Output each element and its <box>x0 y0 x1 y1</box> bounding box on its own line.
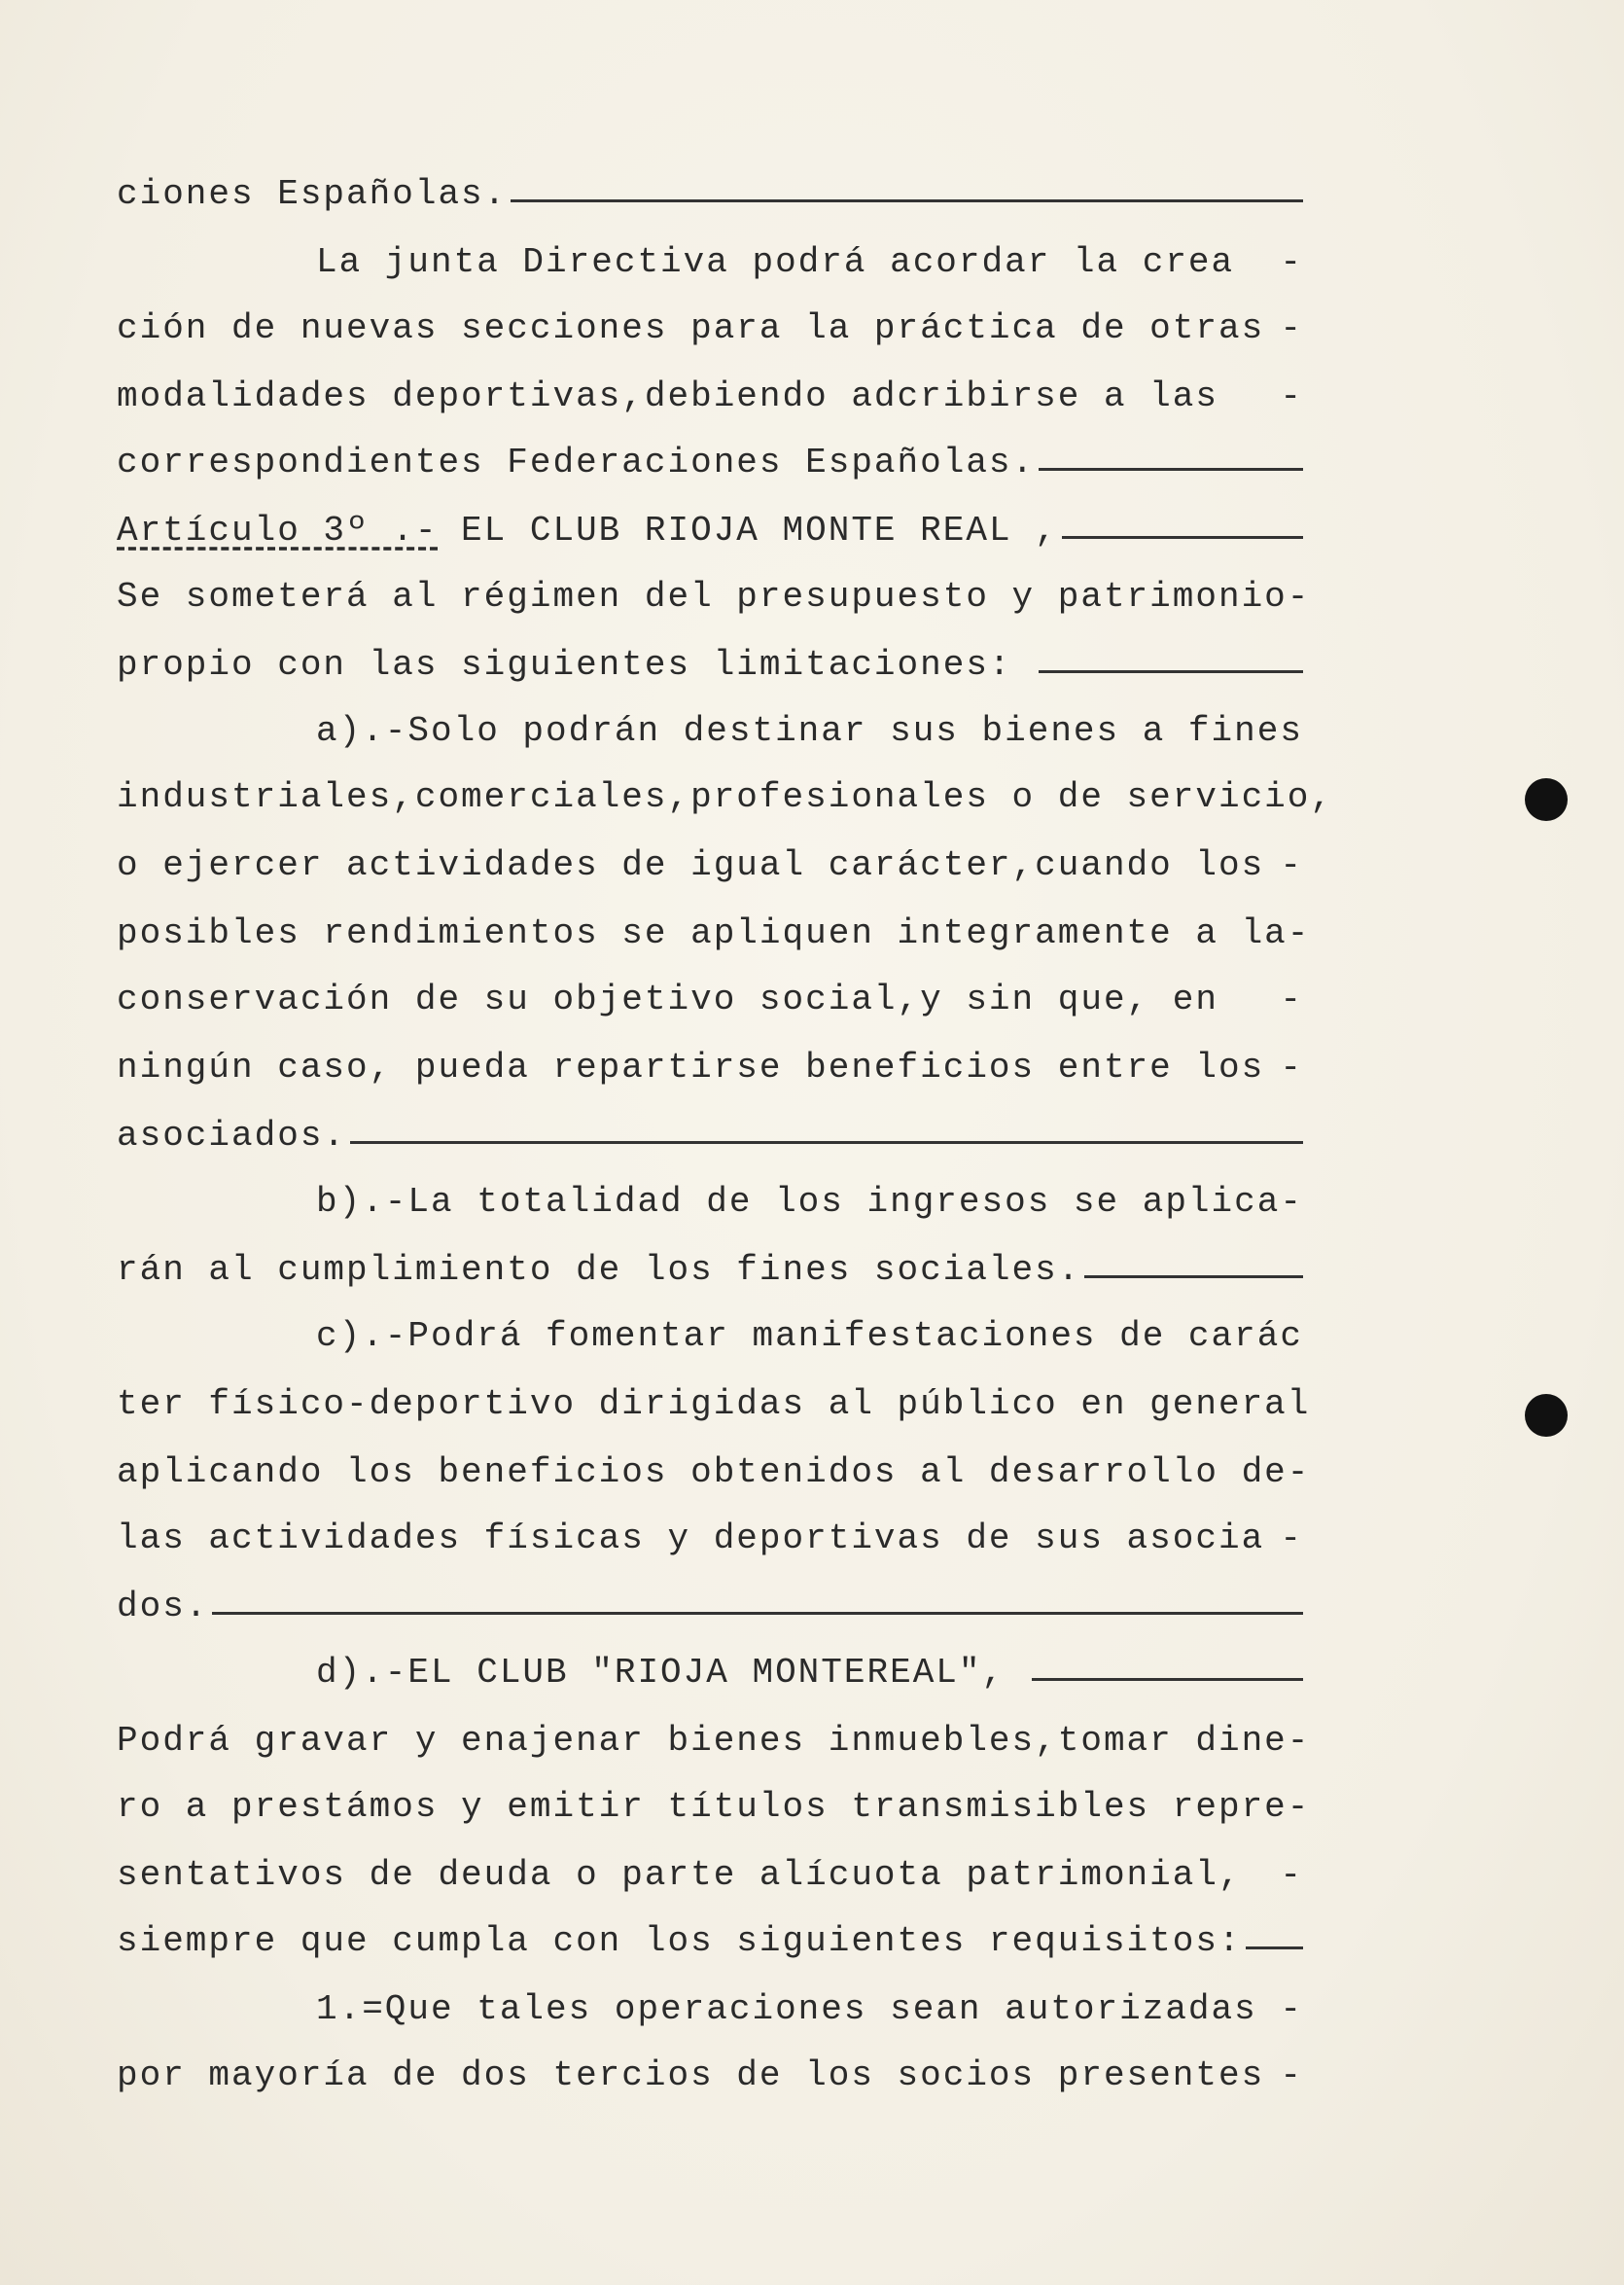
line-text: ro a prestámos y emitir títulos transmisibles repre- <box>117 1787 1311 1827</box>
line-text: propio con las siguientes limitaciones: <box>117 645 1036 685</box>
fill-rule <box>1039 670 1303 673</box>
text-line <box>117 375 1303 418</box>
line-text: La junta Directiva podrá acordar la crea <box>316 242 1235 282</box>
text-line <box>117 1586 1303 1628</box>
text-line <box>316 710 1303 753</box>
fill-rule <box>511 199 1303 202</box>
text-line <box>117 442 1303 484</box>
line-tail-dash: - <box>1280 1989 1303 2029</box>
line-tail-dash: - <box>1280 980 1303 1019</box>
line-text: o ejercer actividades de igual carácter,cuando los <box>117 845 1265 885</box>
line-text: industriales,comerciales,profesionales o de servicio, <box>117 777 1333 817</box>
line-text: modalidades deportivas,debiendo adcribirse a las <box>117 376 1218 416</box>
text-line <box>117 979 1303 1021</box>
line-text: ciones Españolas. <box>117 174 508 214</box>
line-tail-dash: - <box>1280 308 1303 348</box>
text-line <box>117 776 1333 819</box>
line-text: c).-Podrá fomentar manifestaciones de carác <box>316 1316 1303 1356</box>
line-text: rán al cumplimiento de los fines sociales. <box>117 1250 1081 1290</box>
line-text: EL CLUB RIOJA MONTE REAL , <box>438 511 1058 551</box>
line-text: asociados. <box>117 1116 347 1156</box>
line-text: b).-La totalidad de los ingresos se aplica- <box>316 1182 1303 1222</box>
text-line <box>117 1249 1303 1292</box>
text-line <box>316 1988 1303 2031</box>
line-tail-dash: - <box>1280 242 1303 282</box>
line-text: posibles rendimientos se apliquen integramente a la- <box>117 913 1311 953</box>
text-line <box>117 1854 1303 1897</box>
line-text: d).-EL CLUB "RIOJA MONTEREAL", <box>316 1653 1028 1693</box>
line-text: ter físico-deportivo dirigidas al público en general <box>117 1384 1311 1424</box>
text-line <box>117 1451 1311 1494</box>
line-text: las actividades físicas y deportivas de sus asocia <box>117 1518 1265 1558</box>
line-text: 1.=Que tales operaciones sean autorizadas <box>316 1989 1257 2029</box>
fill-rule <box>212 1612 1303 1615</box>
line-text: por mayoría de dos tercios de los socios presentes <box>117 2055 1265 2095</box>
text-line <box>117 576 1311 619</box>
text-line <box>117 510 1303 553</box>
line-text: siempre que cumpla con los siguientes requisitos: <box>117 1921 1242 1961</box>
line-tail-dash: - <box>1280 1048 1303 1088</box>
line-text: ningún caso, pueda repartirse beneficios entre los <box>117 1048 1265 1088</box>
text-line <box>117 2054 1303 2097</box>
text-line <box>117 1517 1303 1560</box>
line-text: correspondientes Federaciones Españolas. <box>117 443 1036 482</box>
line-text: Se someterá al régimen del presupuesto y patrimonio- <box>117 577 1311 617</box>
line-tail-dash: - <box>1280 2055 1303 2095</box>
text-line <box>117 912 1311 955</box>
text-line <box>117 1920 1303 1963</box>
line-text: a).-Solo podrán destinar sus bienes a fines <box>316 711 1303 751</box>
article-heading: Artículo 3º .- <box>117 511 439 551</box>
fill-rule <box>1084 1275 1303 1278</box>
line-tail-dash: - <box>1280 845 1303 885</box>
text-line <box>117 1720 1311 1763</box>
text-line <box>316 1652 1303 1695</box>
fill-rule <box>1039 468 1303 471</box>
line-tail-dash: - <box>1280 1855 1303 1895</box>
line-text: sentativos de deuda o parte alícuota patrimonial, <box>117 1855 1242 1895</box>
punch-hole <box>1525 1394 1568 1437</box>
text-line <box>316 241 1303 284</box>
text-line <box>117 1786 1311 1829</box>
text-line <box>316 1181 1303 1224</box>
line-text: aplicando los beneficios obtenidos al desarrollo de- <box>117 1452 1311 1492</box>
text-line <box>117 1383 1311 1426</box>
text-line <box>117 173 1303 216</box>
fill-rule <box>1032 1678 1303 1681</box>
fill-rule <box>1246 1946 1303 1949</box>
line-tail-dash: - <box>1280 376 1303 416</box>
text-line <box>117 844 1303 887</box>
line-text: conservación de su objetivo social,y sin que, en <box>117 980 1218 1019</box>
line-text: dos. <box>117 1587 209 1626</box>
punch-hole <box>1525 778 1568 821</box>
fill-rule <box>350 1141 1303 1144</box>
line-text: ción de nuevas secciones para la práctica de otras <box>117 308 1265 348</box>
text-line <box>316 1315 1303 1358</box>
text-line <box>117 1047 1303 1089</box>
line-text: Podrá gravar y enajenar bienes inmuebles,tomar dine- <box>117 1721 1311 1761</box>
text-line <box>117 1115 1303 1158</box>
text-line <box>117 307 1303 350</box>
line-tail-dash: - <box>1280 1518 1303 1558</box>
fill-rule <box>1062 536 1303 539</box>
text-line <box>117 644 1303 687</box>
